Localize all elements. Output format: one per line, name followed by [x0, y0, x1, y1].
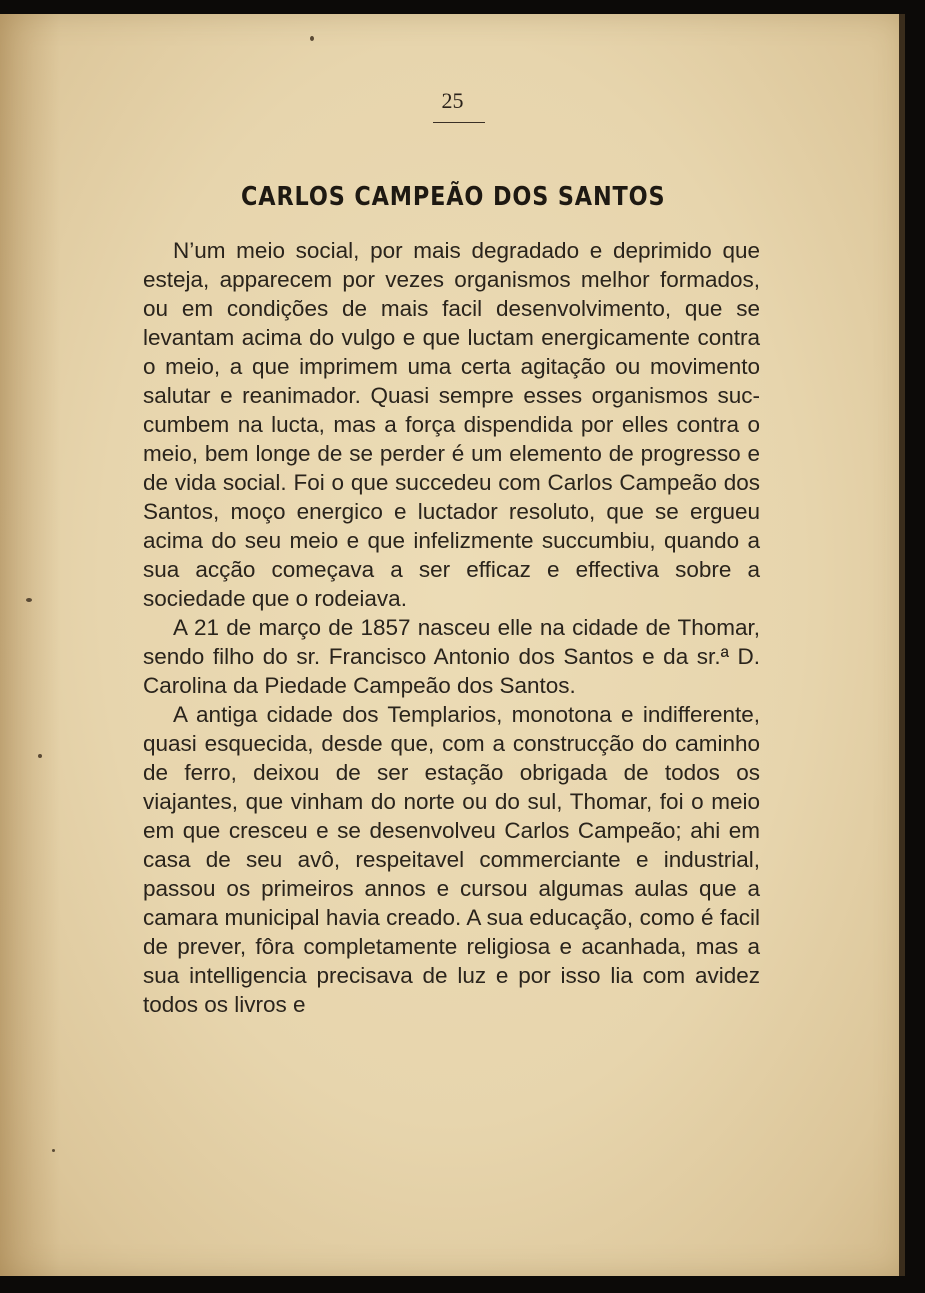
- paragraph-3: A antiga cidade dos Templarios, monotona e indifferente, quasi esquecida, desde que, com a construcção do caminho de ferro, deixou de ser estação obrigada de todos os viajantes, que vinham do norte ou do sul, Thomar, foi o meio em que cresceu e se desenvolveu Carlos Campeão; ahi em casa de seu avô, respeitavel commerciante e industrial, passou os primeiros annos e cursou algumas aulas que a camara municipal havia creado. A sua educação, como é facil de prever, fôra completamente religiosa e acanhada, mas a sua intelligencia precisava de luz e por isso lia com avidez todos os livros e: [143, 702, 760, 1017]
- page-number: 25: [441, 88, 464, 113]
- paragraph-1: N’um meio social, por mais degradado e deprimido que esteja, apparecem por vezes organismos melhor formados, ou em condições de mais facil desenvolvimento, que se levantam acima do vulgo e que luctam energicamente contra o meio, a que imprimem uma certa agitação ou movimento salutar e reanimador. Quasi sempre esses organismos succumbem na lucta, mas a força dispendida por elles contra o meio, bem longe de se perder é um elemento de progresso e de vida social. Foi o que succedeu com Carlos Campeão dos Santos, moço energico e luctador resoluto, que se ergueu acima do seu meio e que infelizmente succumbiu, quando a sua acção começava a ser efficaz e effectiva sobre a sociedade que o rodeiava.: [143, 238, 760, 611]
- page-edge: [899, 14, 905, 1276]
- page-gutter-shadow: [0, 14, 60, 1276]
- ink-speck: [26, 598, 32, 602]
- book-page: [0, 14, 905, 1276]
- ink-speck: [52, 1149, 55, 1152]
- ink-speck: [38, 754, 42, 758]
- paragraph-2: A 21 de março de 1857 nasceu elle na cidade de Thomar, sendo filho do sr. Francisco Antonio dos Santos e da sr.ª D. Carolina da Piedade Campeão dos Santos.: [143, 615, 760, 698]
- ink-speck: [310, 36, 314, 41]
- body-text: [143, 236, 760, 1019]
- page-number-rule: [433, 122, 485, 123]
- chapter-title: CARLOS CAMPEÃO DOS SANTOS: [241, 182, 666, 212]
